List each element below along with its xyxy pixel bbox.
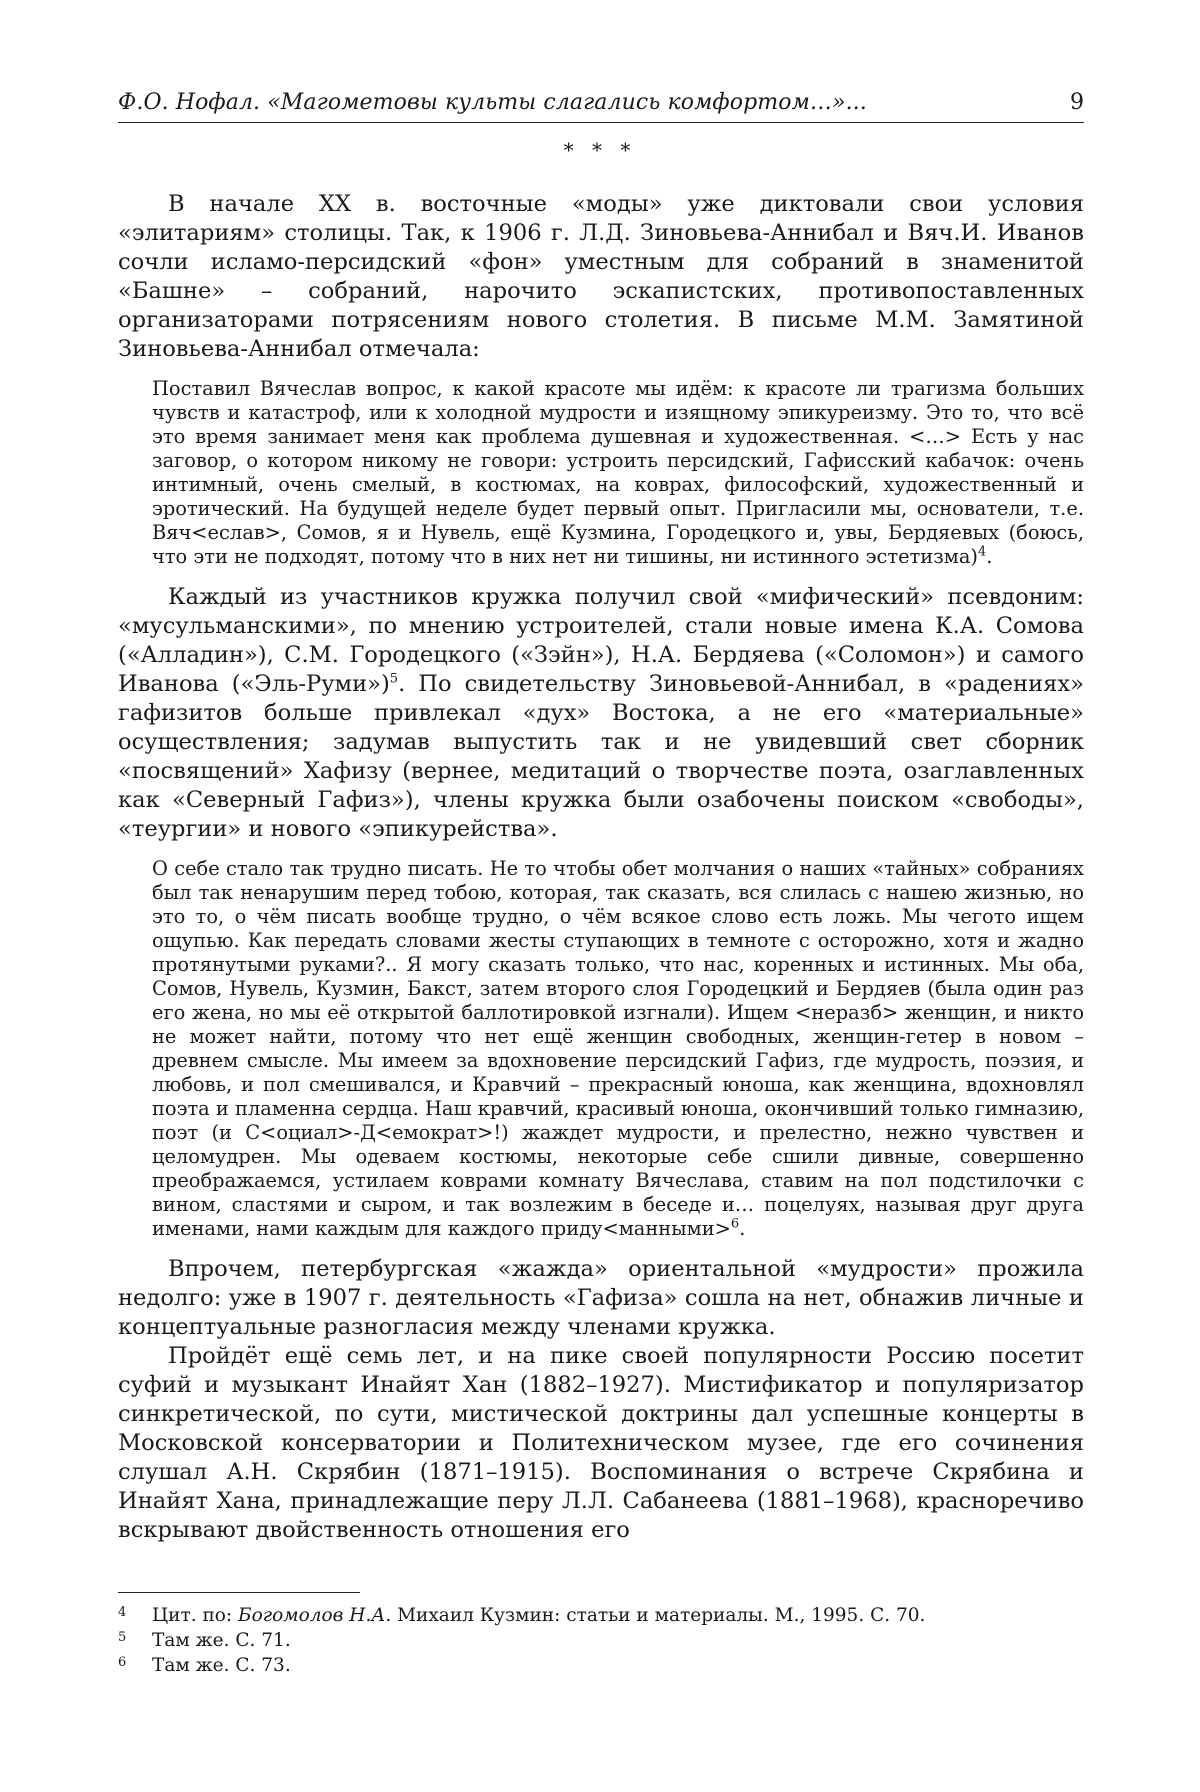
footnote-5: [118, 1628, 1084, 1653]
footnote-6: [118, 1653, 1084, 1678]
paragraph-3: Впрочем, петербургская «жажда» ориентальной «мудрости» прожила недолго: уже в 1907 г. деятельность «Гафиза» сошла на нет, обнажив личные и концептуальные разногласия между членами кружка.: [118, 1256, 1084, 1340]
note-ref-6: 6: [730, 1216, 740, 1232]
block-quote-2-text: О себе стало так трудно писать. Не то чтобы обет молчания о наших «тайных» собраниях был так ненарушим перед тобою, которая, так сказать, вся слилась с нашею жизнью, но это то, о чём писать вообще трудно, о чём всякое слово есть ложь. Мы чегото ищем ощупью. Как передать словами жесты ступающих в темноте с осторожно, хотя и жадно протянутыми руками?.. Я могу сказать только, что нас, коренных и истинных. Мы оба, Сомов, Нувель, Кузмин, Бакст, затем второго слоя Городецкий и Бердяев (была один раз его жена, но мы её открытой баллотировкой изгнали). Ищем <неразб> женщин, и никто не может найти, потому что нет ещё женщин свободных, женщин-гетер в новом – древнем смысле. Мы имеем за вдохновение персидский Гафиз, где мудрость, поэзия, и любовь, и пол смешивался, и Кравчий – прекрасный юноша, как женщина, вдохновлял поэта и пламенна сердца. Наш кравчий, красивый юноша, окончивший только гимназию, поэт (и С<оциал>-Д<емократ>!) жаждет мудрости, и прелестно, нежно чувствен и целомудрен. Мы одеваем костюмы, некоторые себе сшили дивные, совершенно преображаемся, устилаем коврами комнату Вячеслава, ставим на пол подстилочки с вином, сластями и сыром, и так возлежим в беседе и… поцелуях, называя друг друга именами, нами каждым для каждого приду<манными>: [152, 857, 1084, 1240]
footnote-number: 4: [118, 1605, 127, 1620]
footnote-text: Там же. С. 71.: [152, 1630, 291, 1651]
block-quote-2: О себе стало так трудно писать. Не то чтобы обет молчания о наших «тайных» собраниях был так ненарушим перед тобою, которая, так сказать, вся слилась с нашею жизнью, но это то, о чём писать вообще трудно, о чём всякое слово есть ложь. Мы чегото ищем ощупью. Как передать словами жесты ступающих в темноте с осторожно, хотя и жадно протянутыми руками?.. Я могу сказать только, что нас, коренных и истинных. Мы оба, Сомов, Нувель, Кузмин, Бакст, затем второго слоя Городецкий и Бердяев (была один раз его жена, но мы её открытой баллотировкой изгнали). Ищем <неразб> женщин, и никто не может найти, потому что нет ещё женщин свободных, женщин-гетер в новом – древнем смысле. Мы имеем за вдохновение персидский Гафиз, где мудрость, поэзия, и любовь, и пол смешивался, и Кравчий – прекрасный юноша, как женщина, вдохновлял поэта и пламенна сердца. Наш кравчий, красивый юноша, окончивший только гимназию, поэт (и С<оциал>-Д<емократ>!) жаждет мудрости, и прелестно, нежно чувствен и целомудрен. Мы одеваем костюмы, некоторые себе сшили дивные, совершенно преображаемся, устилаем коврами комнату Вячеслава, ставим на пол подстилочки с вином, сластями и сыром, и так возлежим в беседе и… поцелуях, называя друг друга именами, нами каждым для каждого приду<манными>$^6$.: [152, 857, 1084, 1240]
footnote-prefix: Цит. по:: [152, 1605, 239, 1626]
paragraph-2: [118, 583, 1084, 844]
running-header: [118, 86, 1084, 123]
section-break: * * *: [563, 138, 637, 162]
note-ref-5: 5: [389, 671, 399, 687]
footnote-text: Там же. С. 73.: [152, 1655, 291, 1676]
footnote-text: Михаил Кузмин: статьи и материалы. М., 1995. С. 70.: [391, 1605, 926, 1626]
footnote-number: 5: [118, 1630, 127, 1645]
footnotes: [118, 1603, 1084, 1678]
note-ref-4: 4: [977, 544, 987, 560]
footnote-author: Богомолов Н.А.: [238, 1605, 392, 1626]
block-quote-1-text: Поставил Вячеслав вопрос, к какой красоте мы идём: к красоте ли трагизма больших чувств и катастроф, или к холодной мудрости и изящному эпикуреизму. Это то, что всё это время занимает меня как проблема душевная и художественная. <…> Есть у нас заговор, о котором никому не говори: устроить персидский, Гафисский кабачок: очень интимный, очень смелый, в костюмах, на коврах, философский, художественный и эротический. На будущей неделе будет первый опыт. Пригласили мы, основатели, т.е. Вяч<еслав>, Сомов, я и Нувель, ещё Кузмина, Городецкого и, увы, Бердяевых (боюсь, что эти не подходят, потому что в них нет ни тишины, ни истинного эстетизма): [152, 377, 1084, 568]
running-title: Ф.О. Нофал. «Магометовы культы слагались комфортом…»...: [118, 90, 867, 115]
paragraph-2-text: Каждый из участников кружка получил свой «мифический» псевдоним: «мусульманскими», по мнению устроителей, стали новые имена К.А. Сомова («Алладин»), С.М. Городецкого («Зэйн»), Н.А. Бердяева («Соломон») и самого Иванова («Эль-Руми»): [118, 584, 1084, 697]
paragraph-2-continuation: . По свидетельству Зиновьевой-Аннибал, в «радениях» гафизитов больше привлекал «дух» Востока, а не его «материальные» осуществления; задумав выпустить так и не увидевший свет сборник «посвящений» Хафизу (вернее, медитаций о творчестве поэта, озаглавленных как «Северный Гафиз»), члены кружка были озабочены поиском «свободы», «теургии» и нового «эпикурейства».: [118, 671, 1084, 842]
page-number: 9: [1070, 90, 1084, 115]
footnote-number: 6: [118, 1655, 127, 1670]
paragraph-1: В начале XX в. восточные «моды» уже диктовали свои условия «элитариям» столицы. Так, к 1906 г. Л.Д. Зиновьева-Аннибал и Вяч.И. Иванов сочли исламо-персидский «фон» уместным для собраний в знаменитой «Башне» – собраний, нарочито эскапистских, противопоставленных организаторами потрясениям нового столетия. В письме М.М. Замятиной Зиновьева-Аннибал отмечала:: [118, 191, 1084, 362]
main-text: [118, 190, 1084, 1545]
footnote-4: [118, 1603, 1084, 1628]
block-quote-1: Поставил Вячеслав вопрос, к какой красоте мы идём: к красоте ли трагизма больших чувств и катастроф, или к холодной мудрости и изящному эпикуреизму. Это то, что всё это время занимает меня как проблема душевная и художественная. <…> Есть у нас заговор, о котором никому не говори: устроить персидский, Гафисский кабачок: очень интимный, очень смелый, в костюмах, на коврах, философский, художественный и эротический. На будущей неделе будет первый опыт. Пригласили мы, основатели, т.е. Вяч<еслав>, Сомов, я и Нувель, ещё Кузмина, Городецкого и, увы, Бердяевых (боюсь, что эти не подходят, потому что в них нет ни тишины, ни истинного эстетизма)$^4$.: [152, 377, 1084, 568]
paragraph-4: Пройдёт ещё семь лет, и на пике своей популярности Россию посетит суфий и музыкант Инайят Хан (1882–1927). Мистификатор и популяризатор синкретической, по сути, мистической доктрины дал успешные концерты в Московской консерватории и Политехническом музее, где его сочинения слушал А.Н. Скрябин (1871–1915). Воспоминания о встрече Скрябина и Инайят Хана, принадлежащие перу Л.Л. Сабанеева (1881–1968), красноречиво вскрывают двойственность отношения его: [118, 1343, 1084, 1543]
footnote-separator: [118, 1592, 360, 1593]
